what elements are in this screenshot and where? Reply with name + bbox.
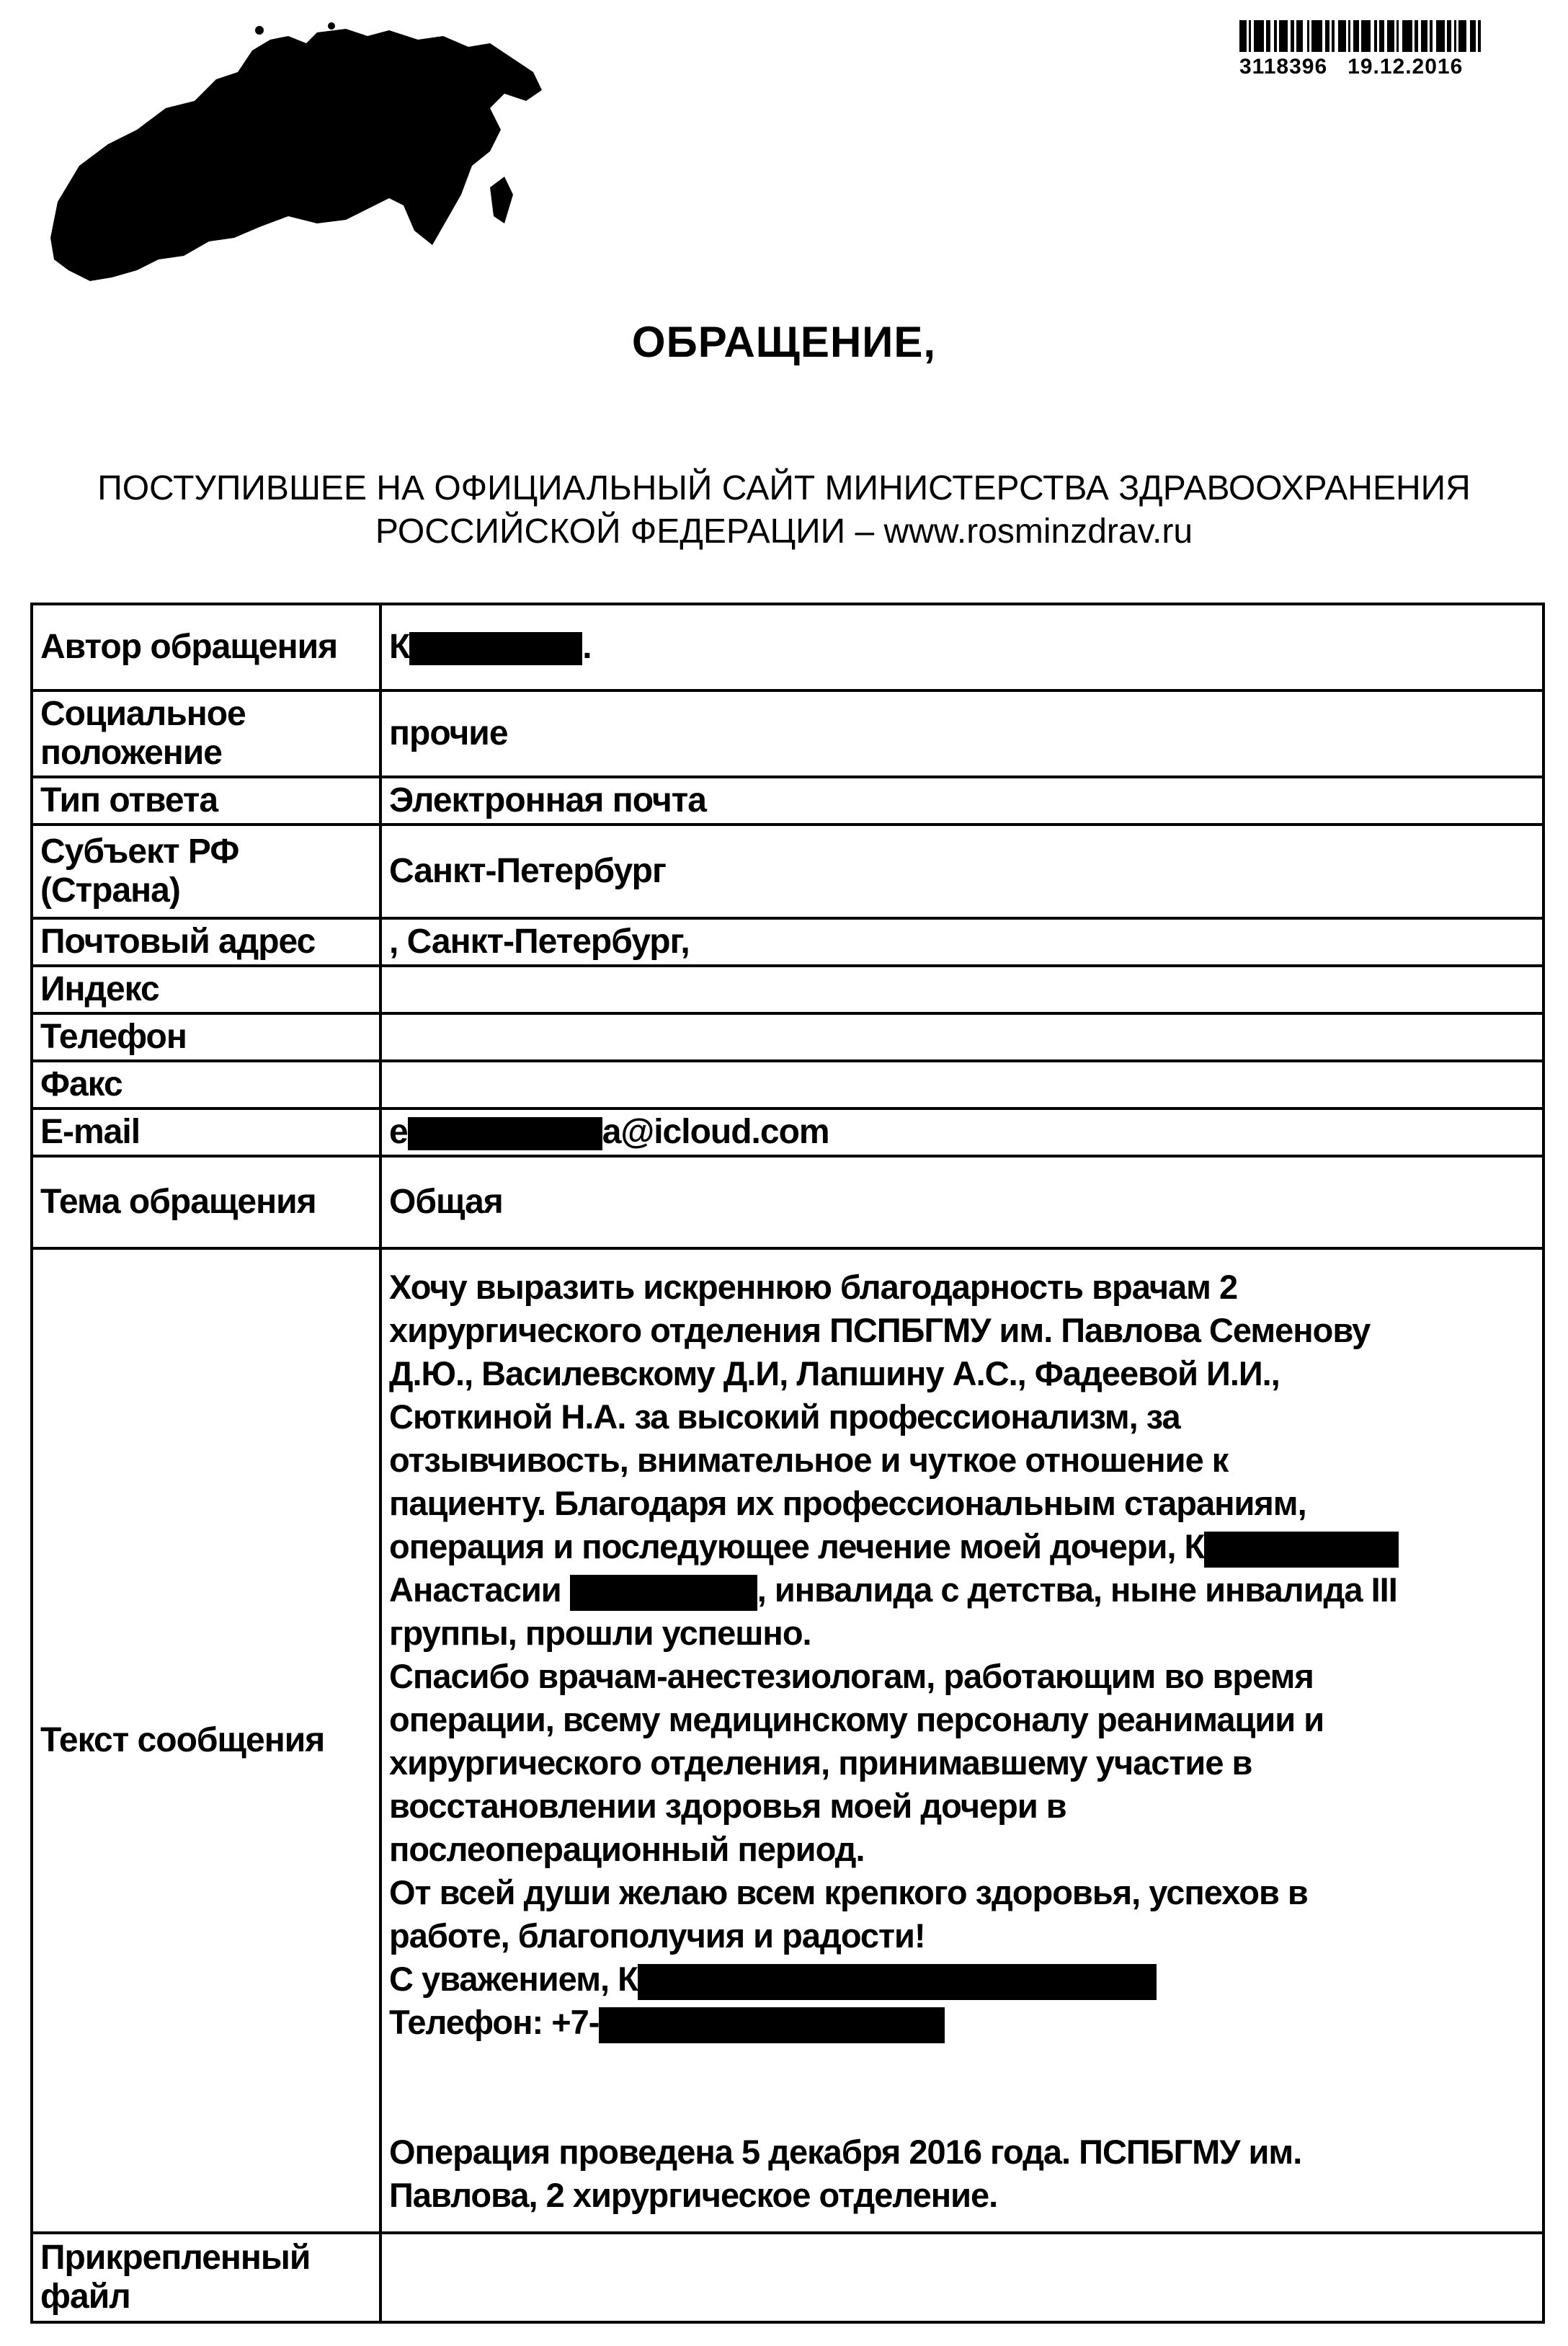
message-line-8-prefix: Анастасии <box>389 1570 561 1609</box>
phone-text: Телефон: +7- <box>389 2003 600 2041</box>
registration-number: 3118396 <box>1239 55 1328 79</box>
fax-label: Факс <box>32 1061 380 1108</box>
social-label-line-1: Социальное <box>40 695 246 733</box>
subject-value: Санкт-Петербург <box>380 825 1544 918</box>
message-body <box>380 1248 1544 2233</box>
index-label: Индекс <box>32 966 380 1013</box>
message-line <box>389 1525 1535 1568</box>
row-index <box>32 966 1544 1013</box>
row-author <box>32 604 1544 690</box>
message-line: пациенту. Благодаря их профессиональным стараниям, <box>389 1484 1306 1522</box>
message-line: От всей души желаю всем крепкого здоровья, успехов в <box>389 1873 1308 1911</box>
redaction-block <box>599 2007 945 2043</box>
message-line: Операция проведена 5 декабря 2016 года. ПСПБГМУ им. <box>389 2133 1302 2171</box>
message-line: Сюткиной Н.А. за высокий профессионализм, за <box>389 1398 1180 1436</box>
attachment-label <box>32 2233 380 2322</box>
postal-label: Почтовый адрес <box>32 918 380 966</box>
message-line <box>389 2001 1535 2044</box>
email-prefix: e <box>389 1113 408 1151</box>
message-line: хирургического отделения ПСПБГМУ им. Павлова Семенову <box>389 1311 1371 1349</box>
row-email <box>32 1108 1544 1156</box>
social-label-line-2: положение <box>40 734 222 772</box>
social-label <box>32 690 380 777</box>
registration-date: 19.12.2016 <box>1348 55 1464 79</box>
attachment-label-line-1: Прикрепленный <box>40 2239 311 2277</box>
message-line: операции, всему медицинскому персоналу реанимации и <box>389 1700 1324 1738</box>
phone-value <box>380 1013 1544 1061</box>
message-line: работе, благополучия и радости! <box>389 1916 925 1955</box>
message-spacer <box>389 2044 1535 2130</box>
topic-label: Тема обращения <box>32 1156 380 1248</box>
row-attachment <box>32 2233 1544 2322</box>
email-label: E-mail <box>32 1108 380 1156</box>
subtitle-line-1: ПОСТУПИВШЕЕ НА ОФИЦИАЛЬНЫЙ САЙТ МИНИСТЕРСТВА ЗДРАВООХРАНЕНИЯ <box>97 469 1471 507</box>
message-line: Д.Ю., Василевскому Д.И, Лапшину А.С., Фадеевой И.И., <box>389 1354 1280 1392</box>
reply-type-label: Тип ответа <box>32 777 380 825</box>
message-line: хирургического отделения, принимавшему участие в <box>389 1743 1252 1782</box>
row-postal <box>32 918 1544 966</box>
reply-type-value: Электронная почта <box>380 777 1544 825</box>
russia-map-icon <box>29 22 548 296</box>
message-label: Текст сообщения <box>32 1248 380 2233</box>
barcode <box>1239 20 1528 52</box>
topic-value: Общая <box>380 1156 1544 1248</box>
regards-text: С уважением, К <box>389 1960 638 1998</box>
message-line: Хочу выразить искреннюю благодарность врачам 2 <box>389 1268 1238 1306</box>
index-value <box>380 966 1544 1013</box>
attachment-label-line-2: файл <box>40 2278 130 2316</box>
row-reply-type <box>32 777 1544 825</box>
attachment-value <box>380 2233 1544 2322</box>
redaction-block <box>1204 1532 1399 1568</box>
email-suffix: a@icloud.com <box>602 1113 829 1151</box>
redaction-block <box>408 1117 602 1150</box>
document-title: ОБРАЩЕНИЕ, <box>631 318 937 366</box>
phone-label: Телефон <box>32 1013 380 1061</box>
social-value: прочие <box>380 690 1544 777</box>
registration-stamp <box>1239 20 1528 79</box>
appeal-form-table <box>30 603 1545 2324</box>
row-social <box>32 690 1544 777</box>
author-suffix: . <box>582 628 592 666</box>
message-line: Спасибо врачам-анестезиологам, работающим во время <box>389 1657 1314 1695</box>
message-line: восстановлении здоровья моей дочери в <box>389 1787 1066 1825</box>
document-subtitle <box>0 467 1568 554</box>
subject-label <box>32 825 380 918</box>
message-line <box>389 1568 1535 1612</box>
redaction-block <box>409 632 582 665</box>
fax-value <box>380 1061 1544 1108</box>
message-line: группы, прошли успешно. <box>389 1614 811 1652</box>
author-value <box>380 604 1544 690</box>
message-line: отзывчивость, внимательное и чуткое отношение к <box>389 1441 1229 1479</box>
subject-label-line-2: (Страна) <box>40 871 180 910</box>
author-prefix: К <box>389 628 410 666</box>
subtitle-line-2: РОССИЙСКОЙ ФЕДЕРАЦИИ – www.rosminzdrav.ru <box>375 512 1193 551</box>
row-phone <box>32 1013 1544 1061</box>
row-message <box>32 1248 1544 2233</box>
message-line: Павлова, 2 хирургическое отделение. <box>389 2176 998 2214</box>
message-line-8-suffix: , инвалида с детства, ныне инвалида III <box>757 1570 1397 1609</box>
message-line-7-text: операция и последующее лечение моей дочери, К <box>389 1527 1205 1565</box>
redaction-block <box>638 1964 1157 2000</box>
author-label: Автор обращения <box>32 604 380 690</box>
postal-value: , Санкт-Петербург, <box>380 918 1544 966</box>
message-line: послеоперационный период. <box>389 1830 865 1868</box>
row-subject <box>32 825 1544 918</box>
redaction-block <box>570 1575 757 1611</box>
email-value <box>380 1108 1544 1156</box>
row-topic <box>32 1156 1544 1248</box>
row-fax <box>32 1061 1544 1108</box>
registration-info <box>1239 55 1528 79</box>
subject-label-line-1: Субъект РФ <box>40 832 239 871</box>
message-line <box>389 1958 1535 2001</box>
